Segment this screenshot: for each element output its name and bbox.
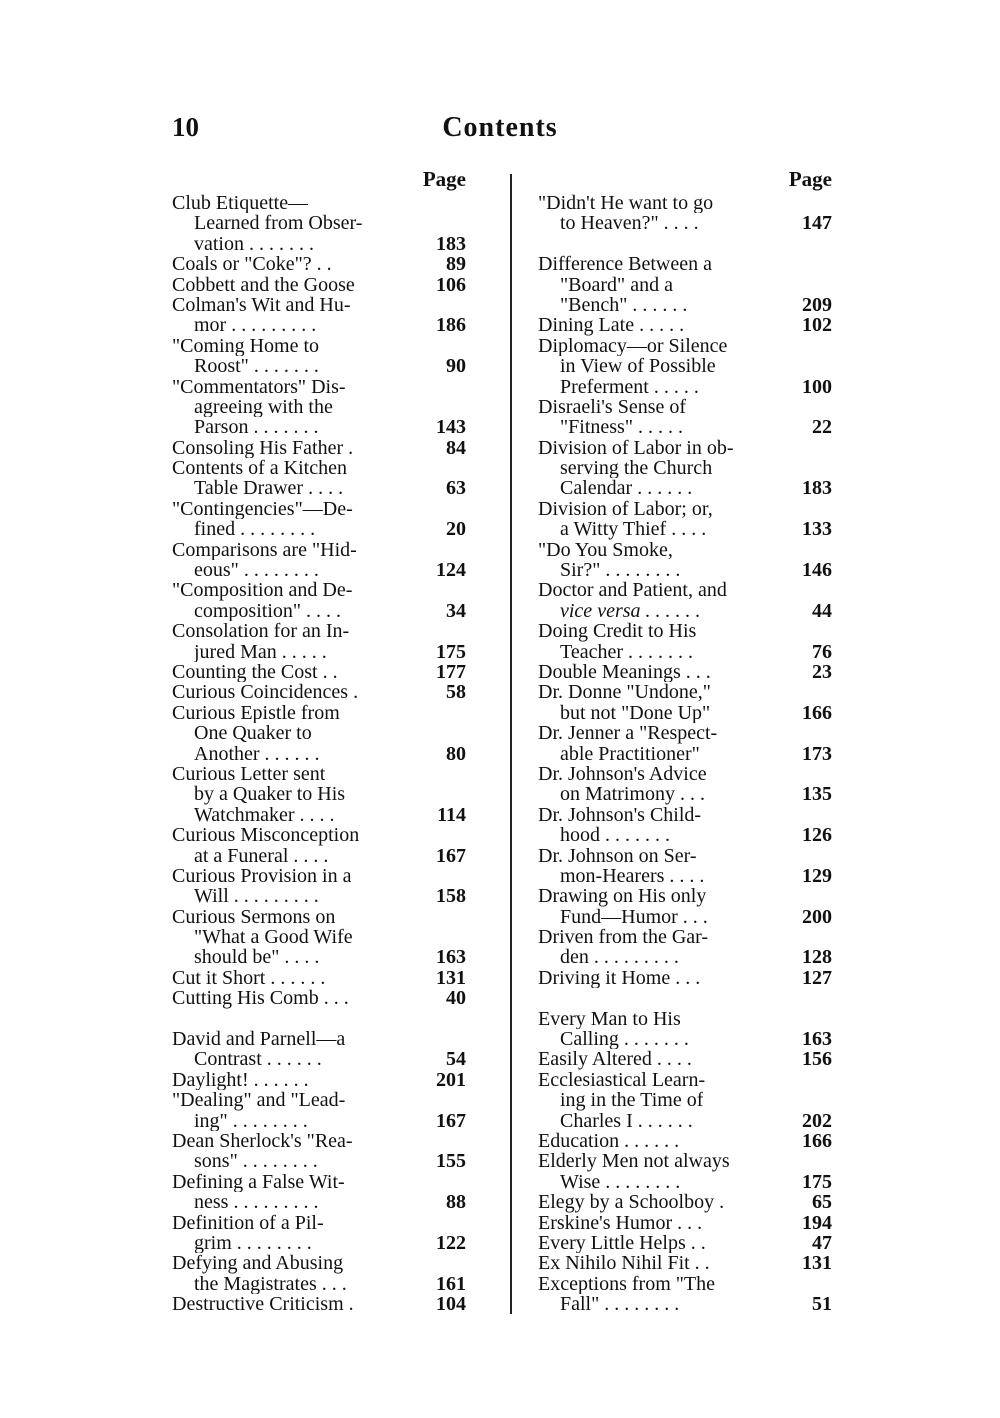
entry-text: Contrast . . . . . . (194, 1049, 322, 1070)
entry-text: Consolation for an In- (172, 621, 350, 642)
contents-line (538, 315, 832, 335)
entry-text: jured Man . . . . . (194, 641, 327, 662)
contents-line (172, 1070, 466, 1090)
contents-line (538, 1294, 832, 1314)
entry-text: Fund—Humor . . . (560, 906, 708, 928)
entry-page-number: 147 (802, 212, 832, 235)
contents-line (538, 275, 832, 295)
contents-line (172, 846, 466, 866)
entry-page-number: 58 (446, 681, 466, 704)
entry-page-number: 124 (436, 559, 466, 582)
contents-line (538, 397, 832, 417)
contents-line (172, 356, 466, 376)
entry-text: Table Drawer . . . . (194, 478, 344, 499)
contents-line (538, 886, 832, 906)
entry-page-number: 51 (812, 1293, 832, 1316)
entry-text: Preferment . . . . . (560, 376, 699, 397)
entry-page-number: 102 (802, 314, 832, 337)
contents-line (538, 560, 832, 580)
contents-line (172, 234, 466, 254)
entry-text: but not "Done Up" (560, 702, 711, 724)
contents-line (538, 682, 832, 702)
page-column-label: Page (422, 167, 466, 191)
entry-text: Another . . . . . . (194, 743, 320, 764)
entry-text: Doctor and Patient, and (538, 580, 727, 601)
entry-text: Roost" . . . . . . . (194, 356, 319, 377)
contents-line (538, 1131, 832, 1151)
entry-page-number: 90 (446, 355, 466, 378)
entry-text: on Matrimony . . . (560, 784, 705, 805)
contents-line (538, 540, 832, 560)
contents-line (172, 397, 466, 417)
entry-text: composition" . . . . (194, 600, 342, 622)
entry-page-number: 104 (436, 1293, 466, 1316)
entry-text: Club Etiquette— (172, 193, 309, 214)
entry-text: Curious Misconception (172, 825, 360, 846)
entry-page-number: 122 (436, 1231, 466, 1254)
entry-text: grim . . . . . . . . (194, 1232, 312, 1254)
entry-page-number: 40 (446, 987, 466, 1010)
entry-text: Curious Provision in a (172, 865, 352, 887)
contents-line (538, 662, 832, 682)
entry-text: ness . . . . . . . . . (194, 1192, 319, 1213)
contents-line (538, 1070, 832, 1090)
contents-line (538, 193, 832, 213)
contents-line (172, 621, 466, 641)
entry-text: "Bench" . . . . . . (560, 294, 688, 316)
contents-line (172, 499, 466, 519)
entry-text: by a Quaker to His (194, 784, 346, 805)
entry-text: Destructive Criticism . (172, 1294, 354, 1315)
contents-line (538, 254, 832, 274)
entry-text: Cutting His Comb . . . (172, 988, 349, 1009)
contents-line (172, 1213, 466, 1233)
contents-line (172, 1172, 466, 1192)
contents-line (538, 519, 832, 539)
entry-text: "Fitness" . . . . . (560, 417, 684, 438)
entry-page-number: 114 (437, 803, 466, 826)
contents-line (172, 438, 466, 458)
page-title: Contents (442, 112, 558, 143)
contents-line (538, 478, 832, 498)
entry-page-number: 54 (446, 1048, 466, 1071)
entry-text: fined . . . . . . . . (194, 519, 316, 540)
contents-line (538, 377, 832, 397)
entry-page-number: 167 (436, 844, 466, 867)
contents-line (172, 1274, 466, 1294)
entry-text: "What a Good Wife (194, 927, 353, 948)
contents-column-right (538, 166, 832, 1314)
contents-line (172, 642, 466, 662)
contents-line (172, 886, 466, 906)
entry-text: Dr. Johnson's Child- (538, 804, 702, 826)
entry-text: Defying and Abusing (172, 1253, 344, 1274)
contents-line (172, 744, 466, 764)
entry-page-number: 129 (802, 864, 832, 887)
contents-line (172, 519, 466, 539)
entry-page-number: 155 (436, 1150, 466, 1173)
entry-page-number: 126 (802, 824, 832, 847)
entry-page-number: 202 (802, 1109, 832, 1132)
entry-page-number: 131 (802, 1252, 832, 1275)
contents-line (538, 213, 832, 233)
entry-text: Every Little Helps . . (538, 1232, 706, 1254)
contents-line (172, 1294, 466, 1314)
entry-text: Charles I . . . . . . (560, 1110, 693, 1131)
contents-line (172, 193, 466, 213)
entry-text: Will . . . . . . . . . (194, 886, 319, 907)
entry-text: den . . . . . . . . . (560, 947, 679, 968)
contents-line (538, 295, 832, 315)
entry-text: eous" . . . . . . . . (194, 560, 319, 581)
entry-text: Contents of a Kitchen (172, 458, 347, 479)
entry-page-number: 44 (812, 599, 832, 622)
entry-text: "Dealing" and "Lead- (172, 1090, 346, 1111)
entry-text: Diplomacy—or Silence (538, 335, 728, 357)
entry-text: agreeing with the (194, 396, 333, 418)
entry-text: Driving it Home . . . (538, 967, 701, 989)
entry-text: hood . . . . . . . (560, 825, 670, 846)
contents-line (538, 356, 832, 376)
entry-text: Disraeli's Sense of (538, 396, 687, 418)
entry-text: Easily Altered . . . . (538, 1049, 692, 1070)
entry-page-number: 175 (802, 1170, 832, 1193)
entry-page-number: 135 (802, 783, 832, 806)
entry-text: Coals or "Coke"? . . (172, 254, 332, 275)
contents-line (538, 723, 832, 743)
section-gap (538, 234, 832, 254)
entry-text: serving the Church (560, 458, 713, 479)
contents-line (538, 947, 832, 967)
contents-line (538, 866, 832, 886)
contents-line (172, 295, 466, 315)
entry-text: Consoling His Father . (172, 437, 354, 459)
entry-text: Defining a False Wit- (172, 1171, 345, 1193)
entry-text: ing in the Time of (560, 1090, 704, 1111)
contents-line (538, 580, 832, 600)
entry-page-number: 89 (446, 253, 466, 276)
entry-text: mon-Hearers . . . . (560, 865, 705, 887)
contents-line (172, 1253, 466, 1273)
entry-page-number: 166 (802, 701, 832, 724)
entry-text: Cobbett and the Goose (172, 274, 355, 295)
entry-text: able Practitioner" (560, 743, 700, 764)
entry-text: Counting the Cost . . (172, 661, 338, 683)
entry-page-number: 63 (446, 477, 466, 500)
contents-line (538, 621, 832, 641)
contents-line (172, 825, 466, 845)
column-divider (510, 174, 512, 1314)
section-gap (172, 1009, 466, 1029)
entry-page-number: 20 (446, 518, 466, 541)
entry-text: Sir?" . . . . . . . . (560, 560, 681, 581)
entry-text: should be" . . . . (194, 947, 320, 968)
contents-line (172, 1090, 466, 1110)
entry-page-number: 186 (436, 314, 466, 337)
contents-line (172, 213, 466, 233)
entry-text: Elderly Men not always (538, 1151, 730, 1172)
entry-text: Doing Credit to His (538, 621, 697, 642)
entry-page-number: 84 (446, 436, 466, 459)
contents-line (538, 1233, 832, 1253)
contents-line (172, 540, 466, 560)
contents-line (172, 580, 466, 600)
contents-line (172, 1233, 466, 1253)
entry-text: Ecclesiastical Learn- (538, 1069, 706, 1091)
contents-line (538, 642, 832, 662)
contents-line (172, 254, 466, 274)
entry-page-number: 131 (436, 966, 466, 989)
entry-text: Erskine's Humor . . . (538, 1212, 703, 1233)
contents-line (172, 377, 466, 397)
entry-text: One Quaker to (194, 723, 312, 744)
contents-line (538, 417, 832, 437)
contents-line (172, 866, 466, 886)
entry-text: vice versa . . . . . . (560, 600, 701, 622)
entry-text: Every Man to His (538, 1008, 681, 1030)
entry-text: Ex Nihilo Nihil Fit . . (538, 1253, 710, 1274)
contents-line (172, 1131, 466, 1151)
entry-text: "Contingencies"—De- (172, 498, 353, 520)
entry-page-number: 183 (436, 232, 466, 255)
entry-text: Learned from Obser- (194, 213, 363, 234)
contents-line (538, 703, 832, 723)
entry-page-number: 34 (446, 599, 466, 622)
entry-page-number: 133 (802, 518, 832, 541)
entry-page-number: 166 (802, 1129, 832, 1152)
contents-line (538, 1029, 832, 1049)
entry-page-number: 106 (436, 273, 466, 296)
entry-text: Dr. Johnson on Ser- (538, 845, 697, 866)
entry-text: Wise . . . . . . . . (560, 1171, 681, 1193)
entry-page-number: 167 (436, 1109, 466, 1132)
entry-text: Dining Late . . . . . (538, 315, 685, 336)
entry-page-number: 194 (802, 1211, 832, 1234)
entry-page-number: 201 (436, 1068, 466, 1091)
entry-text: Education . . . . . . (538, 1130, 680, 1152)
contents-line (538, 1253, 832, 1273)
contents-line (538, 907, 832, 927)
entry-page-number: 100 (802, 375, 832, 398)
contents-line (172, 805, 466, 825)
contents-line (172, 601, 466, 621)
entry-text: Dean Sherlock's "Rea- (172, 1130, 353, 1152)
contents-line (172, 988, 466, 1008)
entry-text: Daylight! . . . . . . (172, 1069, 309, 1091)
contents-line (538, 744, 832, 764)
contents-line (538, 438, 832, 458)
contents-line (172, 417, 466, 437)
entry-page-number: 161 (436, 1272, 466, 1295)
entry-text: Cut it Short . . . . . . (172, 967, 326, 989)
contents-line (538, 499, 832, 519)
entry-text: ing" . . . . . . . . (194, 1110, 308, 1131)
contents-line (538, 1049, 832, 1069)
entry-text: vation . . . . . . . (194, 233, 314, 255)
entry-page-number: 173 (802, 742, 832, 765)
contents-line (538, 1192, 832, 1212)
entry-page-number: 158 (436, 885, 466, 908)
entry-page-number: 127 (802, 966, 832, 989)
entry-text: the Magistrates . . . (194, 1273, 347, 1295)
entry-text: to Heaven?" . . . . (560, 213, 699, 234)
entry-text: "Composition and De- (172, 580, 353, 601)
entry-page-number: 163 (436, 946, 466, 969)
contents-line (172, 1049, 466, 1069)
entry-text: Fall" . . . . . . . . (560, 1294, 680, 1315)
entry-page-number: 23 (812, 660, 832, 683)
entry-text: "Commentators" Dis- (172, 376, 346, 397)
contents-line (538, 825, 832, 845)
entry-page-number: 200 (802, 905, 832, 928)
page-header (0, 112, 1000, 152)
contents-line (172, 458, 466, 478)
contents-line (538, 927, 832, 947)
entry-text: a Witty Thief . . . . (560, 519, 707, 540)
entry-text: Watchmaker . . . . (194, 804, 335, 826)
entry-text: David and Parnell—a (172, 1029, 346, 1050)
contents-line (172, 682, 466, 702)
contents-line (172, 1029, 466, 1049)
contents-line (172, 947, 466, 967)
entry-page-number: 22 (812, 416, 832, 439)
contents-line (538, 1009, 832, 1029)
entry-text: Division of Labor in ob- (538, 437, 734, 459)
contents-line (172, 1151, 466, 1171)
contents-line (538, 784, 832, 804)
entry-text: Dr. Johnson's Advice (538, 763, 707, 785)
entry-text: Division of Labor; or, (538, 498, 713, 520)
entry-text: Dr. Donne "Undone," (538, 682, 711, 703)
contents-line (172, 927, 466, 947)
entry-text: Drawing on His only (538, 886, 707, 907)
contents-column-left (172, 166, 466, 1314)
entry-text: Curious Coincidences . (172, 682, 359, 703)
contents-line (172, 907, 466, 927)
entry-page-number: 65 (812, 1191, 832, 1214)
contents-line (172, 478, 466, 498)
page-number: 10 (172, 112, 199, 142)
contents-line (172, 560, 466, 580)
contents-line (538, 805, 832, 825)
entry-text: Parson . . . . . . . (194, 417, 319, 438)
entry-text: at a Funeral . . . . (194, 845, 329, 866)
contents-line (172, 1111, 466, 1131)
entry-text: mor . . . . . . . . . (194, 315, 317, 336)
contents-line (172, 315, 466, 335)
contents-line (172, 784, 466, 804)
contents-line (538, 336, 832, 356)
entry-text: Comparisons are "Hid- (172, 539, 357, 561)
contents-line (172, 723, 466, 743)
entry-page-number: 209 (802, 293, 832, 316)
page-column-label: Page (788, 167, 832, 191)
entry-page-number: 76 (812, 640, 832, 663)
entry-text: Curious Sermons on (172, 906, 336, 928)
entry-text: Elegy by a Schoolboy . (538, 1192, 725, 1213)
entry-text: Calendar . . . . . . (560, 478, 693, 499)
entry-text: Curious Letter sent (172, 763, 326, 785)
contents-line (538, 1274, 832, 1294)
contents-line (538, 1090, 832, 1110)
contents-line (538, 1172, 832, 1192)
contents-line (538, 1111, 832, 1131)
contents-line (172, 662, 466, 682)
entry-text: Calling . . . . . . . (560, 1029, 689, 1050)
entry-page-number: 163 (802, 1028, 832, 1051)
entry-page-number: 146 (802, 559, 832, 582)
contents-line (538, 846, 832, 866)
contents-line (538, 1151, 832, 1171)
entry-text: Curious Epistle from (172, 702, 340, 724)
entry-page-number: 177 (436, 660, 466, 683)
contents-line (538, 458, 832, 478)
entry-text: Driven from the Gar- (538, 927, 709, 948)
entry-text: in View of Possible (560, 356, 716, 377)
entry-text: "Didn't He want to go (538, 193, 714, 214)
entry-page-number: 175 (436, 640, 466, 663)
entry-text: "Coming Home to (172, 335, 320, 357)
entry-text: Definition of a Pil- (172, 1212, 324, 1233)
entry-page-number: 156 (802, 1048, 832, 1071)
contents-line (538, 968, 832, 988)
entry-text: Exceptions from "The (538, 1273, 716, 1295)
entry-page-number: 143 (436, 416, 466, 439)
entry-text: Double Meanings . . . (538, 661, 711, 683)
contents-line (172, 968, 466, 988)
entry-text: sons" . . . . . . . . (194, 1151, 318, 1172)
entry-page-number: 183 (802, 477, 832, 500)
contents-line (538, 1213, 832, 1233)
entry-page-number: 47 (812, 1231, 832, 1254)
contents-line (538, 601, 832, 621)
entry-text: "Do You Smoke, (538, 539, 673, 561)
entry-page-number: 88 (446, 1191, 466, 1214)
entry-text: Colman's Wit and Hu- (172, 294, 351, 316)
contents-line (172, 764, 466, 784)
entry-text: Difference Between a (538, 254, 712, 275)
entry-page-number: 80 (446, 742, 466, 765)
section-gap (538, 988, 832, 1008)
entry-text: "Board" and a (560, 274, 673, 295)
contents-line (538, 764, 832, 784)
contents-line (172, 275, 466, 295)
contents-line (172, 703, 466, 723)
entry-text: Dr. Jenner a "Respect- (538, 723, 718, 744)
entry-text: Teacher . . . . . . . (560, 641, 693, 662)
contents-line (172, 336, 466, 356)
entry-page-number: 128 (802, 946, 832, 969)
contents-line (172, 1192, 466, 1212)
